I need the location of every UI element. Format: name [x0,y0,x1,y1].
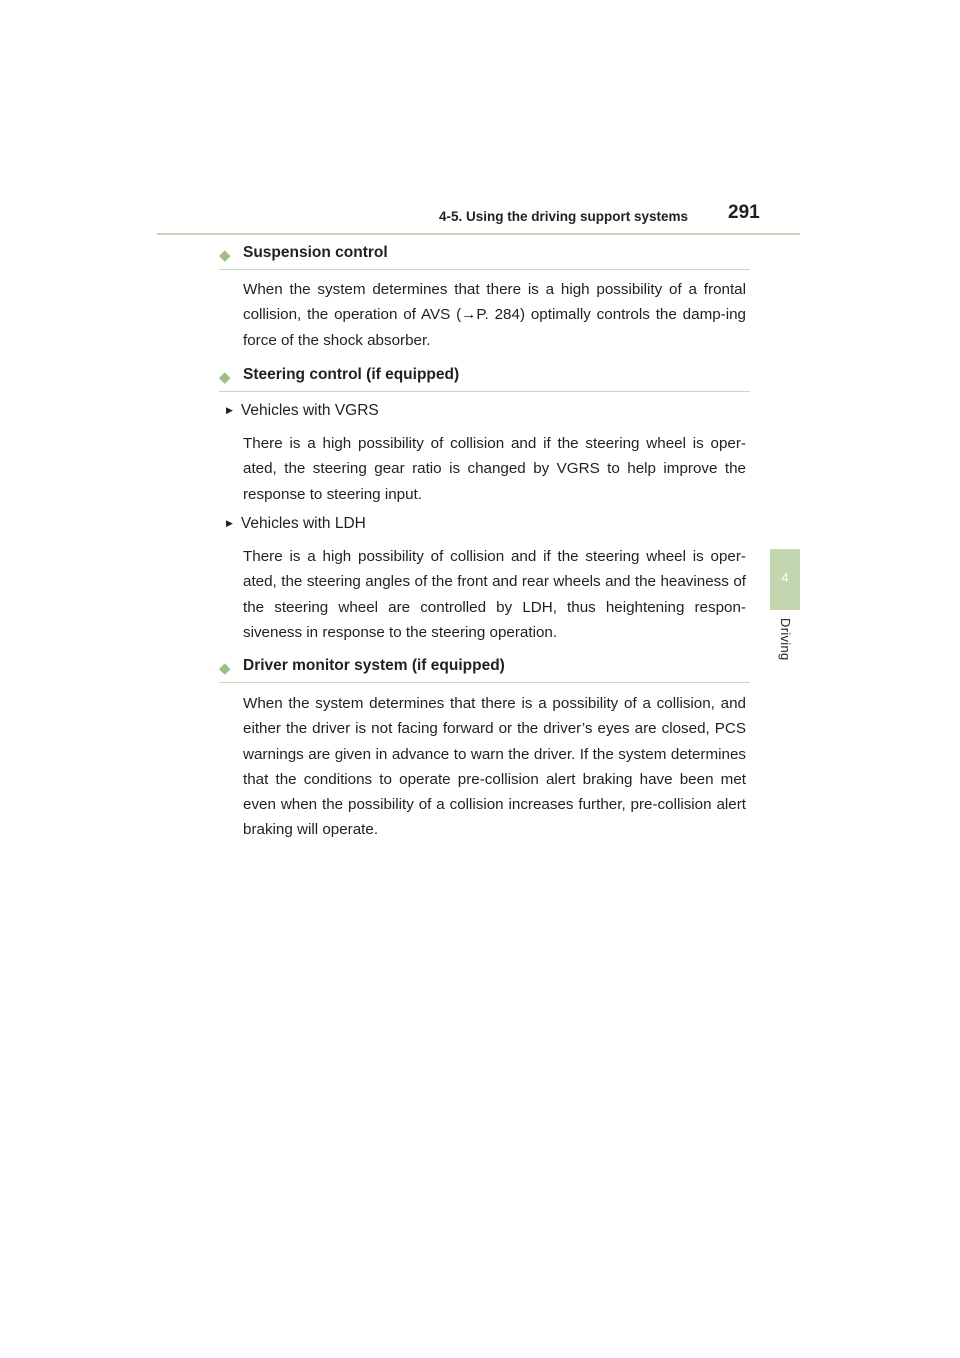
driver-monitor-paragraph: When the system determines that there is a possibility of a collision, and either the driver is not facing forward or the driver’s eyes are closed, PCS warnings are given in advance to warn the driver. If the system determines that the conditions to operate pre-collision alert braking have been met even when the possibility of a collision increases further, pre-collision alert braking will operate. [243,695,746,839]
section-heading-suspension [219,243,750,270]
chapter-label: Driving [778,618,793,661]
subitem-ldh [226,515,366,533]
diamond-icon: ◆ [219,247,231,264]
heading-text: Driver monitor system (if equipped) [243,657,505,674]
vgrs-paragraph: There is a high possibility of collision and if the steering wheel is oper-ated, the steering gear ratio is changed by VGRS to help improve the response to steering input. [243,435,746,503]
triangle-right-icon: ▶ [226,518,233,528]
heading-text: Steering control (if equipped) [243,366,460,383]
subitem-label: Vehicles with LDH [240,515,366,532]
triangle-right-icon: ▶ [226,405,233,415]
diamond-icon: ◆ [219,369,231,386]
section-heading-steering [219,365,750,392]
chapter-number: 4 [781,570,789,585]
subitem-vgrs [226,402,379,420]
section-heading-driver-monitor [219,656,750,683]
diamond-icon: ◆ [219,660,231,677]
suspension-paragraph: When the system determines that there is a high possibility of a frontal collision, the operation of AVS (→P. 284) optimally controls the damp-ing force of the shock absorber. [243,281,746,349]
ldh-paragraph: There is a high possibility of collision and if the steering wheel is oper-ated, the steering angles of the front and rear wheels and the heaviness of the steering wheel are controlled by LDH, thus heightening respon-siveness in response to the steering operation. [243,548,746,641]
header-divider [157,233,800,235]
section-title: 4-5. Using the driving support systems [438,209,688,224]
subitem-label: Vehicles with VGRS [240,402,379,419]
heading-text: Suspension control [243,244,388,261]
page-number: 291 [728,202,760,223]
